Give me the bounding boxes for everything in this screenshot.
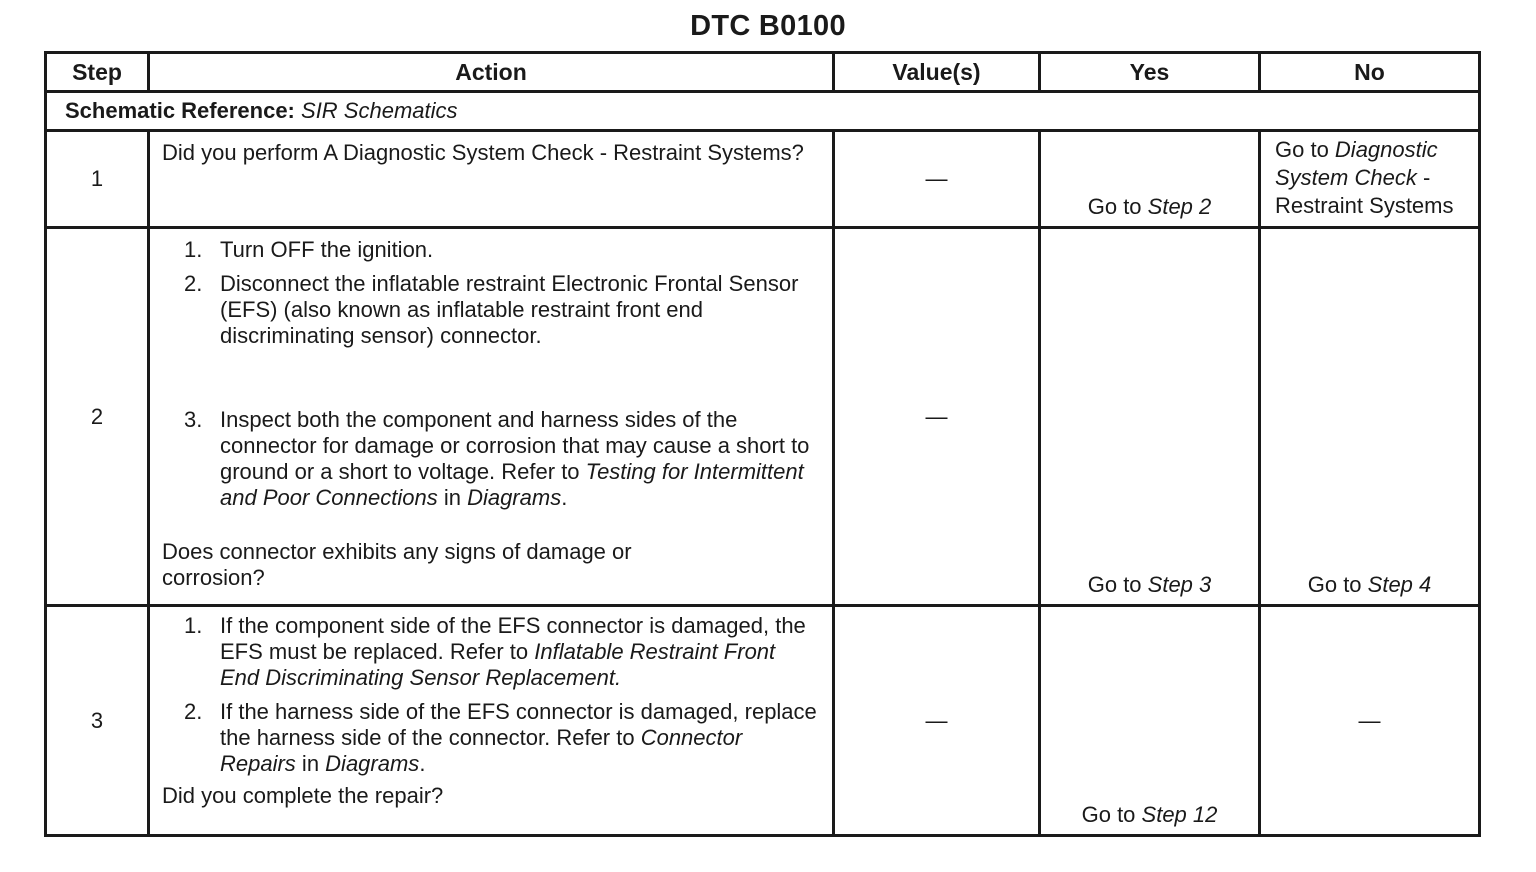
no-cell[interactable] [1260, 228, 1480, 606]
dtc-table [44, 51, 1481, 837]
page-title: DTC B0100 [690, 10, 846, 42]
schematic-reference-link[interactable]: SIR Schematics [301, 98, 458, 123]
item-number: 2. [184, 699, 203, 724]
yes-cell[interactable] [1040, 228, 1260, 606]
yes-link[interactable]: Step 3 [1147, 572, 1212, 597]
list-item [162, 237, 820, 263]
no-cell[interactable] [1260, 131, 1480, 228]
yes-prefix: Go to [1081, 802, 1142, 827]
item-text: . [561, 485, 568, 510]
item-link[interactable]: Inflatable Restraint Front End Discriminating Sensor Replacement. [220, 639, 776, 690]
item-link[interactable]: Diagrams [325, 751, 420, 776]
list-item [162, 699, 820, 777]
no-cell: — [1260, 606, 1480, 836]
yes-link[interactable]: Step 2 [1147, 194, 1212, 219]
step-number: 2 [46, 228, 149, 606]
step-number: 3 [46, 606, 149, 836]
yes-cell[interactable] [1040, 606, 1260, 836]
schematic-reference [46, 92, 1480, 131]
no-prefix: Go to [1307, 572, 1368, 597]
no-prefix: Go to [1275, 137, 1335, 162]
yes-cell[interactable] [1040, 131, 1260, 228]
spacer [162, 349, 820, 407]
no-link[interactable]: Diagnostic System Check [1275, 137, 1438, 190]
item-text: in [437, 485, 468, 510]
item-text: If the component side of the EFS connector is damaged, the EFS must be replaced. Refer to [220, 613, 806, 664]
no-suffix: - Restraint Systems [1275, 165, 1454, 218]
item-text: . [419, 751, 426, 776]
table-row [46, 131, 1480, 228]
item-text: If the harness side of the EFS connector is damaged, replace the harness side of the connector. Refer to [220, 699, 817, 750]
spacer [162, 511, 820, 539]
item-number: 1. [184, 613, 203, 638]
yes-prefix: Go to [1087, 572, 1148, 597]
item-link[interactable]: Testing for Intermittent and Poor Connections [220, 459, 804, 510]
yes-link[interactable]: Step 12 [1141, 802, 1218, 827]
action-question: Does connector exhibits any signs of damage or corrosion? [162, 539, 632, 590]
item-number: 1. [184, 237, 203, 262]
item-link[interactable]: Diagrams [467, 485, 562, 510]
yes-prefix: Go to [1087, 194, 1148, 219]
header-row [46, 53, 1480, 92]
item-number: 3. [184, 407, 203, 432]
schematic-reference-label: Schematic Reference: [65, 98, 295, 123]
table-row [46, 228, 1480, 606]
item-text: Turn OFF the ignition. [220, 237, 434, 262]
header-step: Step [46, 53, 149, 92]
list-item [162, 271, 820, 349]
table-row [46, 606, 1480, 836]
action-cell [149, 131, 834, 228]
item-text: Disconnect the inflatable restraint Electronic Frontal Sensor (EFS) (also known as inflatable restraint front end discriminating sensor) connector. [220, 271, 799, 348]
no-link[interactable]: Step 4 [1367, 572, 1432, 597]
schematic-reference-row [46, 92, 1480, 131]
step-number: 1 [46, 131, 149, 228]
action-list [162, 613, 820, 777]
action-list [162, 237, 820, 539]
list-item [162, 613, 820, 691]
values-cell: — [834, 606, 1040, 836]
action-question: Did you perform A Diagnostic System Check - Restraint Systems? [162, 140, 804, 165]
header-action: Action [149, 53, 834, 92]
values-cell: — [834, 228, 1040, 606]
item-number: 2. [184, 271, 203, 296]
header-no: No [1260, 53, 1480, 92]
list-item [162, 407, 820, 511]
action-cell [149, 606, 834, 836]
action-question: Did you complete the repair? [162, 783, 444, 808]
action-cell [149, 228, 834, 606]
header-yes: Yes [1040, 53, 1260, 92]
values-cell: — [834, 131, 1040, 228]
item-link[interactable]: Connector Repairs [220, 725, 743, 776]
header-values: Value(s) [834, 53, 1040, 92]
item-text: in [295, 751, 326, 776]
item-text: Inspect both the component and harness sides of the connector for damage or corrosion that may cause a short to ground or a short to voltage. Refer to [220, 407, 810, 484]
